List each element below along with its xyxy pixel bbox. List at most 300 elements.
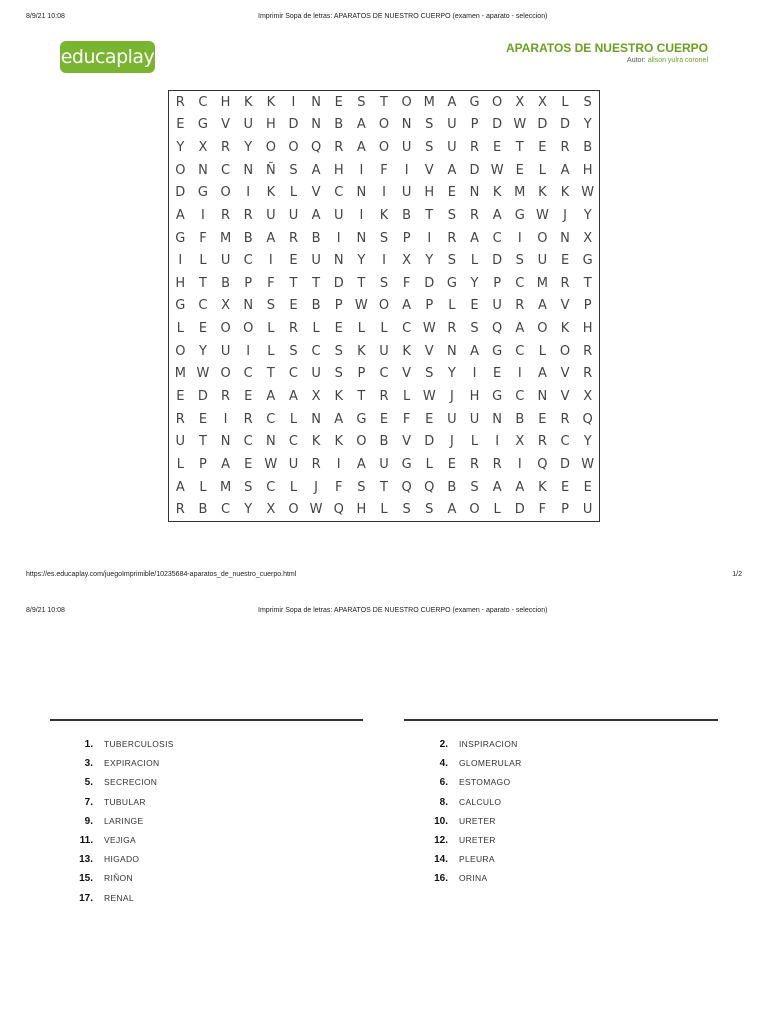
- grid-cell[interactable]: D: [333, 275, 344, 291]
- grid-cell[interactable]: C: [243, 366, 253, 382]
- grid-cell[interactable]: I: [246, 343, 251, 359]
- grid-cell[interactable]: C: [379, 366, 389, 382]
- grid-cell[interactable]: Q: [424, 479, 435, 495]
- grid-cell[interactable]: A: [356, 117, 366, 133]
- grid-cell[interactable]: E: [583, 479, 592, 495]
- grid-cell[interactable]: P: [334, 298, 343, 314]
- grid-cell[interactable]: R: [447, 230, 457, 246]
- grid-cell[interactable]: I: [517, 456, 522, 472]
- grid-cell[interactable]: R: [560, 275, 570, 291]
- grid-cell[interactable]: H: [265, 117, 276, 133]
- grid-cell[interactable]: I: [336, 456, 341, 472]
- grid-cell[interactable]: Y: [244, 502, 253, 518]
- grid-cell[interactable]: G: [175, 298, 186, 314]
- grid-cell[interactable]: S: [334, 366, 343, 382]
- grid-cell[interactable]: E: [244, 389, 253, 405]
- grid-cell[interactable]: G: [401, 456, 412, 472]
- grid-cell[interactable]: A: [311, 162, 321, 178]
- grid-cell[interactable]: X: [266, 502, 276, 518]
- grid-cell[interactable]: C: [288, 434, 298, 450]
- grid-cell[interactable]: R: [537, 434, 547, 450]
- grid-cell[interactable]: O: [492, 94, 503, 110]
- grid-cell[interactable]: M: [219, 230, 232, 246]
- grid-cell[interactable]: A: [289, 389, 298, 405]
- grid-cell[interactable]: E: [289, 298, 298, 314]
- grid-cell[interactable]: S: [289, 343, 298, 359]
- grid-cell[interactable]: Y: [244, 140, 253, 156]
- grid-cell[interactable]: G: [582, 253, 593, 269]
- grid-cell[interactable]: D: [560, 456, 571, 472]
- grid-cell[interactable]: O: [288, 502, 299, 518]
- grid-cell[interactable]: S: [447, 207, 457, 223]
- grid-cell[interactable]: C: [515, 275, 525, 291]
- grid-cell[interactable]: A: [175, 479, 185, 495]
- grid-cell[interactable]: W: [264, 456, 278, 472]
- grid-cell[interactable]: U: [288, 207, 299, 223]
- grid-cell[interactable]: C: [221, 502, 231, 518]
- grid-cell[interactable]: N: [356, 230, 367, 246]
- grid-cell[interactable]: W: [309, 502, 323, 518]
- grid-cell[interactable]: H: [582, 321, 593, 337]
- grid-cell[interactable]: B: [198, 502, 208, 518]
- grid-cell[interactable]: W: [422, 321, 436, 337]
- grid-cell[interactable]: H: [582, 162, 593, 178]
- grid-cell[interactable]: E: [447, 456, 456, 472]
- grid-cell[interactable]: E: [515, 162, 524, 178]
- grid-cell[interactable]: Q: [333, 502, 344, 518]
- grid-cell[interactable]: N: [492, 411, 503, 427]
- grid-cell[interactable]: K: [334, 389, 343, 405]
- grid-cell[interactable]: Y: [176, 140, 185, 156]
- grid-cell[interactable]: C: [198, 298, 208, 314]
- grid-cell[interactable]: A: [266, 230, 276, 246]
- grid-cell[interactable]: O: [378, 140, 390, 156]
- grid-cell[interactable]: U: [243, 117, 253, 133]
- grid-cell[interactable]: S: [266, 298, 275, 314]
- grid-cell[interactable]: I: [427, 230, 432, 246]
- grid-cell[interactable]: K: [560, 185, 570, 201]
- grid-cell[interactable]: A: [334, 411, 344, 427]
- grid-cell[interactable]: D: [537, 117, 548, 133]
- grid-cell[interactable]: S: [470, 321, 479, 337]
- grid-cell[interactable]: X: [198, 140, 208, 156]
- grid-cell[interactable]: G: [356, 411, 367, 427]
- grid-cell[interactable]: S: [470, 479, 479, 495]
- grid-cell[interactable]: V: [311, 185, 321, 201]
- grid-cell[interactable]: J: [449, 434, 454, 450]
- grid-cell[interactable]: O: [175, 343, 186, 359]
- grid-cell[interactable]: A: [470, 343, 479, 359]
- grid-cell[interactable]: A: [537, 366, 547, 382]
- grid-cell[interactable]: H: [356, 502, 367, 518]
- grid-cell[interactable]: R: [311, 456, 321, 472]
- grid-cell[interactable]: C: [243, 253, 253, 269]
- grid-cell[interactable]: U: [220, 253, 231, 269]
- grid-cell[interactable]: U: [379, 456, 389, 472]
- grid-cell[interactable]: E: [493, 140, 502, 156]
- grid-cell[interactable]: H: [175, 275, 186, 291]
- grid-cell[interactable]: L: [267, 321, 275, 337]
- grid-cell[interactable]: D: [424, 275, 435, 291]
- grid-cell[interactable]: K: [538, 185, 547, 201]
- grid-cell[interactable]: C: [266, 479, 276, 495]
- grid-cell[interactable]: K: [379, 207, 389, 223]
- grid-cell[interactable]: O: [378, 298, 390, 314]
- footer-url[interactable]: https://es.educaplay.com/juegoImprimible/10235684-aparatos_de_nuestro_cuerpo.html: [26, 571, 297, 578]
- grid-cell[interactable]: U: [447, 140, 457, 156]
- grid-cell[interactable]: P: [357, 366, 366, 382]
- grid-cell[interactable]: A: [447, 502, 457, 518]
- grid-cell[interactable]: A: [447, 94, 457, 110]
- grid-cell[interactable]: G: [469, 94, 480, 110]
- grid-cell[interactable]: I: [201, 207, 205, 223]
- grid-cell[interactable]: K: [334, 434, 343, 450]
- grid-cell[interactable]: C: [515, 343, 525, 359]
- grid-cell[interactable]: R: [334, 140, 344, 156]
- grid-cell[interactable]: B: [334, 117, 344, 133]
- grid-cell[interactable]: Q: [537, 456, 548, 472]
- grid-cell[interactable]: A: [560, 162, 570, 178]
- grid-cell[interactable]: T: [289, 275, 298, 291]
- grid-cell[interactable]: C: [266, 411, 276, 427]
- grid-cell[interactable]: P: [561, 502, 569, 518]
- grid-cell[interactable]: N: [537, 389, 548, 405]
- grid-cell[interactable]: N: [333, 253, 344, 269]
- grid-cell[interactable]: F: [402, 275, 411, 291]
- grid-cell[interactable]: O: [559, 343, 571, 359]
- grid-cell[interactable]: R: [243, 207, 253, 223]
- grid-cell[interactable]: L: [267, 343, 275, 359]
- grid-cell[interactable]: B: [402, 207, 412, 223]
- grid-cell[interactable]: N: [447, 343, 457, 359]
- grid-cell[interactable]: O: [220, 321, 231, 337]
- grid-cell[interactable]: W: [490, 162, 504, 178]
- grid-cell[interactable]: S: [334, 343, 343, 359]
- grid-cell[interactable]: V: [560, 298, 570, 314]
- grid-cell[interactable]: T: [198, 275, 207, 291]
- grid-cell[interactable]: P: [583, 298, 592, 314]
- grid-cell[interactable]: K: [266, 185, 276, 201]
- grid-cell[interactable]: L: [380, 502, 388, 518]
- grid-cell[interactable]: N: [243, 162, 254, 178]
- grid-cell[interactable]: U: [311, 366, 321, 382]
- grid-cell[interactable]: Q: [582, 411, 593, 427]
- grid-cell[interactable]: C: [560, 434, 570, 450]
- grid-cell[interactable]: P: [199, 456, 207, 472]
- grid-cell[interactable]: I: [517, 366, 522, 382]
- grid-cell[interactable]: U: [401, 185, 412, 201]
- grid-cell[interactable]: L: [380, 321, 388, 337]
- grid-cell[interactable]: G: [446, 275, 457, 291]
- grid-cell[interactable]: L: [312, 321, 320, 337]
- grid-cell[interactable]: R: [560, 411, 570, 427]
- grid-cell[interactable]: O: [537, 321, 548, 337]
- grid-cell[interactable]: G: [175, 230, 186, 246]
- grid-cell[interactable]: C: [515, 389, 525, 405]
- grid-cell[interactable]: Y: [583, 434, 592, 450]
- grid-cell[interactable]: R: [515, 298, 525, 314]
- grid-cell[interactable]: O: [378, 117, 390, 133]
- grid-cell[interactable]: R: [221, 207, 231, 223]
- grid-cell[interactable]: I: [382, 253, 386, 269]
- grid-cell[interactable]: F: [402, 411, 411, 427]
- grid-cell[interactable]: I: [382, 185, 386, 201]
- grid-cell[interactable]: U: [288, 456, 299, 472]
- grid-cell[interactable]: W: [422, 389, 436, 405]
- grid-cell[interactable]: R: [175, 502, 185, 518]
- grid-cell[interactable]: X: [402, 253, 412, 269]
- grid-cell[interactable]: U: [492, 298, 502, 314]
- grid-cell[interactable]: G: [492, 343, 503, 359]
- grid-cell[interactable]: Y: [198, 343, 207, 359]
- grid-cell[interactable]: A: [356, 456, 366, 472]
- grid-cell[interactable]: C: [402, 321, 412, 337]
- grid-cell[interactable]: L: [199, 479, 207, 495]
- grid-cell[interactable]: E: [198, 321, 208, 337]
- grid-cell[interactable]: Q: [401, 479, 412, 495]
- grid-cell[interactable]: A: [221, 456, 231, 472]
- grid-cell[interactable]: R: [469, 207, 480, 223]
- grid-cell[interactable]: S: [425, 502, 434, 518]
- grid-cell[interactable]: J: [563, 207, 567, 223]
- grid-cell[interactable]: U: [447, 117, 457, 133]
- grid-cell[interactable]: W: [581, 185, 595, 201]
- grid-cell[interactable]: C: [311, 343, 321, 359]
- grid-cell[interactable]: G: [197, 185, 208, 201]
- grid-cell[interactable]: T: [425, 207, 434, 223]
- grid-cell[interactable]: O: [220, 366, 231, 382]
- grid-cell[interactable]: O: [220, 185, 231, 201]
- grid-cell[interactable]: U: [333, 207, 344, 223]
- grid-cell[interactable]: X: [221, 298, 231, 314]
- grid-cell[interactable]: O: [288, 140, 299, 156]
- grid-cell[interactable]: F: [334, 479, 343, 495]
- grid-cell[interactable]: P: [244, 275, 253, 291]
- grid-cell[interactable]: R: [469, 140, 480, 156]
- grid-cell[interactable]: N: [560, 230, 570, 246]
- grid-cell[interactable]: L: [538, 162, 547, 178]
- grid-cell[interactable]: R: [379, 389, 389, 405]
- grid-cell[interactable]: E: [538, 411, 547, 427]
- grid-cell[interactable]: D: [197, 389, 208, 405]
- grid-cell[interactable]: N: [311, 117, 321, 133]
- grid-cell[interactable]: A: [492, 207, 502, 223]
- grid-cell[interactable]: D: [469, 162, 480, 178]
- grid-cell[interactable]: X: [537, 94, 547, 110]
- grid-cell[interactable]: L: [176, 321, 184, 337]
- grid-cell[interactable]: I: [246, 185, 251, 201]
- grid-cell[interactable]: R: [288, 321, 298, 337]
- grid-cell[interactable]: W: [581, 456, 595, 472]
- grid-cell[interactable]: N: [243, 298, 254, 314]
- grid-cell[interactable]: A: [175, 207, 185, 223]
- grid-cell[interactable]: I: [359, 162, 364, 178]
- grid-cell[interactable]: H: [220, 94, 231, 110]
- grid-cell[interactable]: K: [560, 321, 570, 337]
- grid-cell[interactable]: I: [291, 94, 296, 110]
- grid-cell[interactable]: A: [470, 230, 479, 246]
- grid-cell[interactable]: K: [311, 434, 321, 450]
- grid-cell[interactable]: D: [424, 434, 435, 450]
- grid-cell[interactable]: A: [515, 479, 525, 495]
- grid-cell[interactable]: B: [379, 434, 389, 450]
- grid-cell[interactable]: L: [289, 479, 298, 495]
- grid-cell[interactable]: S: [244, 479, 253, 495]
- grid-cell[interactable]: E: [334, 321, 343, 337]
- grid-cell[interactable]: U: [379, 343, 389, 359]
- grid-cell[interactable]: Ñ: [265, 162, 276, 178]
- grid-cell[interactable]: O: [175, 162, 186, 178]
- grid-cell[interactable]: H: [469, 389, 480, 405]
- grid-cell[interactable]: C: [221, 162, 231, 178]
- grid-cell[interactable]: K: [357, 343, 366, 359]
- grid-cell[interactable]: T: [198, 434, 207, 450]
- grid-cell[interactable]: O: [401, 94, 412, 110]
- grid-cell[interactable]: R: [583, 366, 593, 382]
- grid-cell[interactable]: A: [515, 321, 525, 337]
- grid-cell[interactable]: I: [404, 162, 409, 178]
- grid-cell[interactable]: L: [470, 253, 479, 269]
- grid-cell[interactable]: S: [447, 253, 457, 269]
- grid-cell[interactable]: S: [425, 366, 434, 382]
- grid-cell[interactable]: B: [311, 298, 321, 314]
- grid-cell[interactable]: D: [514, 502, 525, 518]
- grid-cell[interactable]: E: [244, 456, 253, 472]
- grid-cell[interactable]: A: [402, 298, 412, 314]
- grid-cell[interactable]: B: [515, 411, 525, 427]
- grid-cell[interactable]: O: [265, 140, 276, 156]
- grid-cell[interactable]: Y: [583, 207, 592, 223]
- grid-cell[interactable]: X: [515, 434, 525, 450]
- grid-cell[interactable]: L: [403, 389, 411, 405]
- grid-cell[interactable]: S: [402, 502, 411, 518]
- grid-cell[interactable]: A: [266, 389, 276, 405]
- grid-cell[interactable]: N: [311, 94, 321, 110]
- grid-cell[interactable]: P: [470, 117, 479, 133]
- grid-cell[interactable]: V: [424, 343, 434, 359]
- grid-cell[interactable]: E: [447, 185, 456, 201]
- grid-cell[interactable]: D: [288, 117, 299, 133]
- grid-cell[interactable]: B: [243, 230, 253, 246]
- grid-cell[interactable]: C: [243, 434, 253, 450]
- grid-cell[interactable]: E: [470, 298, 479, 314]
- grid-cell[interactable]: G: [197, 117, 208, 133]
- grid-cell[interactable]: C: [198, 94, 208, 110]
- grid-cell[interactable]: E: [198, 411, 208, 427]
- grid-cell[interactable]: X: [583, 389, 593, 405]
- grid-cell[interactable]: R: [175, 411, 185, 427]
- grid-cell[interactable]: L: [493, 502, 501, 518]
- grid-cell[interactable]: O: [243, 321, 254, 337]
- grid-cell[interactable]: S: [515, 253, 524, 269]
- grid-cell[interactable]: U: [582, 502, 593, 518]
- grid-cell[interactable]: S: [357, 479, 366, 495]
- grid-cell[interactable]: L: [425, 456, 433, 472]
- grid-cell[interactable]: N: [265, 434, 276, 450]
- grid-cell[interactable]: K: [538, 479, 547, 495]
- grid-cell[interactable]: V: [424, 162, 434, 178]
- grid-cell[interactable]: A: [311, 207, 321, 223]
- grid-cell[interactable]: E: [176, 117, 185, 133]
- grid-cell[interactable]: U: [447, 411, 457, 427]
- grid-cell[interactable]: K: [402, 343, 411, 359]
- grid-cell[interactable]: T: [357, 389, 366, 405]
- grid-cell[interactable]: I: [223, 411, 228, 427]
- grid-cell[interactable]: R: [447, 321, 457, 337]
- grid-cell[interactable]: I: [178, 253, 183, 269]
- grid-cell[interactable]: U: [311, 253, 321, 269]
- grid-cell[interactable]: V: [560, 366, 570, 382]
- grid-cell[interactable]: L: [561, 94, 569, 110]
- grid-cell[interactable]: E: [289, 253, 298, 269]
- grid-cell[interactable]: R: [583, 343, 593, 359]
- grid-cell[interactable]: T: [380, 479, 388, 495]
- grid-cell[interactable]: B: [447, 479, 457, 495]
- grid-cell[interactable]: N: [356, 185, 367, 201]
- grid-cell[interactable]: U: [266, 207, 276, 223]
- grid-cell[interactable]: U: [175, 434, 186, 450]
- grid-cell[interactable]: D: [492, 253, 503, 269]
- grid-cell[interactable]: X: [515, 94, 525, 110]
- grid-cell[interactable]: C: [288, 366, 298, 382]
- grid-cell[interactable]: I: [268, 253, 273, 269]
- grid-cell[interactable]: Y: [470, 275, 479, 291]
- grid-cell[interactable]: G: [492, 389, 503, 405]
- grid-cell[interactable]: C: [492, 230, 502, 246]
- grid-cell[interactable]: F: [538, 502, 547, 518]
- grid-cell[interactable]: T: [515, 140, 524, 156]
- grid-cell[interactable]: H: [424, 185, 435, 201]
- grid-cell[interactable]: C: [334, 185, 344, 201]
- grid-cell[interactable]: Y: [357, 253, 366, 269]
- grid-cell[interactable]: U: [469, 411, 480, 427]
- grid-cell[interactable]: R: [243, 411, 253, 427]
- grid-cell[interactable]: E: [493, 366, 502, 382]
- grid-cell[interactable]: R: [288, 230, 298, 246]
- grid-cell[interactable]: M: [219, 479, 232, 495]
- grid-cell[interactable]: E: [425, 411, 434, 427]
- grid-cell[interactable]: W: [196, 366, 210, 382]
- grid-cell[interactable]: Q: [310, 140, 322, 156]
- grid-cell[interactable]: V: [402, 366, 412, 382]
- grid-cell[interactable]: L: [289, 185, 298, 201]
- grid-cell[interactable]: T: [583, 275, 592, 291]
- grid-cell[interactable]: E: [334, 94, 343, 110]
- grid-cell[interactable]: B: [311, 230, 321, 246]
- grid-cell[interactable]: L: [289, 411, 298, 427]
- grid-cell[interactable]: D: [560, 117, 571, 133]
- grid-cell[interactable]: O: [469, 502, 480, 518]
- grid-cell[interactable]: W: [354, 298, 368, 314]
- grid-cell[interactable]: R: [221, 389, 231, 405]
- grid-cell[interactable]: D: [492, 117, 503, 133]
- grid-cell[interactable]: M: [423, 94, 435, 110]
- grid-cell[interactable]: N: [220, 434, 231, 450]
- grid-cell[interactable]: A: [447, 162, 457, 178]
- grid-cell[interactable]: P: [425, 298, 434, 314]
- grid-cell[interactable]: Q: [492, 321, 503, 337]
- grid-cell[interactable]: R: [492, 456, 502, 472]
- grid-cell[interactable]: E: [176, 389, 185, 405]
- grid-cell[interactable]: N: [401, 117, 412, 133]
- grid-cell[interactable]: U: [537, 253, 548, 269]
- grid-cell[interactable]: X: [311, 389, 321, 405]
- grid-cell[interactable]: R: [469, 456, 480, 472]
- grid-cell[interactable]: M: [536, 275, 549, 291]
- grid-cell[interactable]: S: [379, 275, 389, 291]
- grid-cell[interactable]: P: [402, 230, 411, 246]
- grid-cell[interactable]: T: [312, 275, 321, 291]
